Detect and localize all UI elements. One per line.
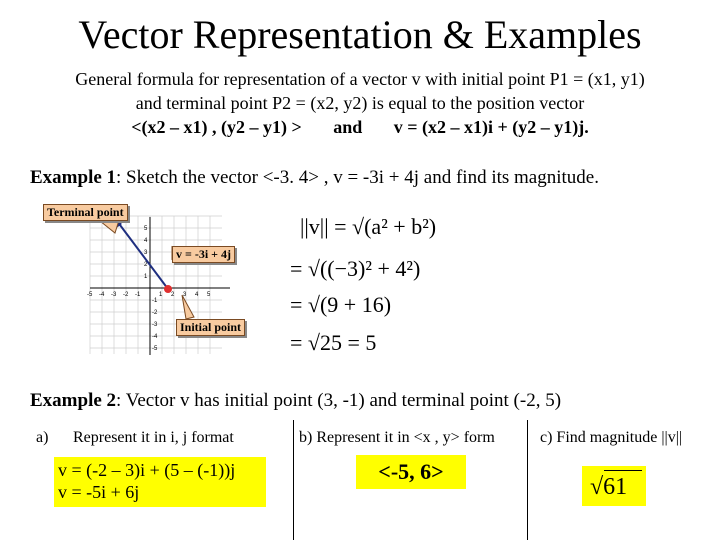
initial-callout-pointer	[182, 295, 194, 319]
radical-bar	[604, 470, 642, 471]
terminal-point-callout: Terminal point	[43, 204, 128, 221]
part-a-answer-line-2: v = -5i + 6j	[58, 482, 140, 502]
x-tick-label: -5	[87, 292, 93, 298]
example-2-text: : Vector v has initial point (3, -1) and terminal point (-2, 5)	[116, 390, 562, 411]
x-tick-label: -4	[99, 292, 105, 298]
magnitude-line-3: = √(9 + 16)	[290, 292, 392, 317]
norm-symbol: ||v||	[300, 214, 329, 239]
y-tick-label: -2	[152, 310, 158, 316]
x-tick-label: -1	[135, 292, 141, 298]
intro-line-2: and terminal point P2 = (x2, y2) is equal to the position vector	[135, 93, 585, 113]
slide-title: Vector Representation & Examples	[78, 12, 642, 57]
position-vector-formula: <(x2 – x1) , (y2 – y1) >	[131, 117, 302, 137]
x-tick-label: -3	[111, 292, 117, 298]
magnitude-formula: = √(a² + b²)	[334, 214, 437, 239]
y-tick-label: -4	[152, 334, 158, 340]
x-tick-label: 3	[183, 292, 187, 298]
part-c-label: c) Find magnitude ||v||	[540, 429, 683, 446]
callout-pointers	[40, 205, 260, 335]
part-a-label: Represent it in i, j format	[73, 429, 234, 446]
part-a-answer-box	[54, 457, 266, 507]
part-b-label: b) Represent it in <x , y> form	[299, 429, 495, 446]
y-tick-label: 5	[144, 226, 148, 232]
part-c-answer-box	[582, 466, 646, 506]
and-word: and	[333, 117, 363, 137]
y-tick-label: 3	[144, 250, 148, 256]
x-tick-label: -2	[123, 292, 129, 298]
x-tick-label: 5	[207, 292, 211, 298]
magnitude-line-2: = √((−3)² + 4²)	[290, 256, 421, 281]
x-tick-label: 1	[159, 292, 163, 298]
part-b-answer: <-5, 6>	[356, 455, 466, 489]
y-tick-label: 1	[144, 274, 148, 280]
ij-formula: v = (x2 – x1)i + (y2 – y1)j.	[393, 117, 589, 137]
y-tick-label: 4	[144, 238, 148, 244]
x-tick-label: 4	[195, 292, 199, 298]
column-divider-1	[293, 420, 294, 540]
x-tick-label: 2	[171, 292, 175, 298]
y-tick-label: -3	[152, 322, 158, 328]
y-tick-label: 2	[144, 262, 148, 268]
intro-formula-text	[20, 67, 700, 139]
part-a-answer-line-1: v = (-2 – 3)i + (5 – (-1))j	[58, 460, 236, 480]
example-1-heading	[30, 167, 599, 189]
magnitude-line-4: = √25 = 5	[290, 330, 377, 355]
part-c-answer: √61	[590, 474, 628, 500]
intro-line-1: General formula for representation of a vector v with initial point P1 = (x1, y1)	[75, 69, 645, 89]
part-a-marker: a)	[36, 429, 49, 446]
initial-point-callout: Initial point	[176, 319, 245, 336]
example-1-label: Example 1	[30, 167, 117, 188]
y-tick-label: -1	[152, 298, 158, 304]
example-2-heading	[30, 390, 561, 412]
vector-label-callout: v = -3i + 4j	[172, 246, 235, 263]
example-2-label: Example 2	[30, 390, 117, 411]
y-tick-label: -5	[152, 346, 158, 352]
magnitude-line-1	[300, 214, 436, 240]
example-1-text: : Sketch the vector <-3. 4> , v = -3i + 4j and find its magnitude.	[116, 167, 599, 188]
intro-line-3	[20, 115, 700, 139]
column-divider-2	[527, 420, 528, 540]
